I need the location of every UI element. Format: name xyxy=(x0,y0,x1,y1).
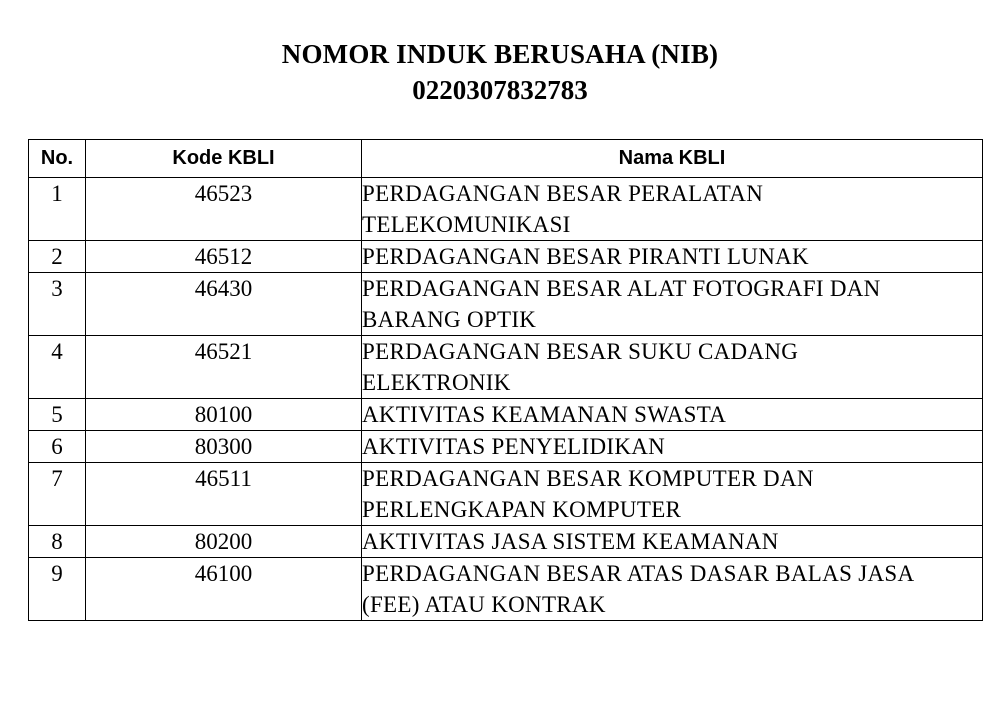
nama-kbli-cell xyxy=(362,558,983,621)
nama-kbli-line: PERDAGANGAN BESAR PERALATAN xyxy=(362,181,764,206)
table-row xyxy=(29,399,983,431)
kbli-table xyxy=(28,139,983,621)
nama-kbli-line: PERDAGANGAN BESAR KOMPUTER DAN xyxy=(362,466,814,491)
row-number-cell: 1 xyxy=(29,178,86,241)
row-number-cell: 2 xyxy=(29,241,86,273)
kode-kbli-cell: 46430 xyxy=(86,273,362,336)
nama-kbli-line: PERDAGANGAN BESAR SUKU CADANG xyxy=(362,339,799,364)
column-header-nama-kbli: Nama KBLI xyxy=(362,140,983,178)
nama-kbli-line: PERDAGANGAN BESAR ATAS DASAR BALAS JASA xyxy=(362,561,915,586)
nama-kbli-line: (FEE) ATAU KONTRAK xyxy=(362,592,606,617)
nama-kbli-cell xyxy=(362,178,983,241)
nama-kbli-cell xyxy=(362,526,983,558)
nama-kbli-cell xyxy=(362,463,983,526)
document-header xyxy=(0,36,1000,108)
nama-kbli-line: TELEKOMUNIKASI xyxy=(362,212,571,237)
row-number-cell: 8 xyxy=(29,526,86,558)
nama-kbli-cell xyxy=(362,273,983,336)
column-header-kode-kbli: Kode KBLI xyxy=(86,140,362,178)
kode-kbli-cell: 46100 xyxy=(86,558,362,621)
nama-kbli-line: AKTIVITAS KEAMANAN SWASTA xyxy=(362,402,727,427)
nama-kbli-line: AKTIVITAS JASA SISTEM KEAMANAN xyxy=(362,529,779,554)
kode-kbli-cell: 46511 xyxy=(86,463,362,526)
nama-kbli-line: ELEKTRONIK xyxy=(362,370,511,395)
page-title: NOMOR INDUK BERUSAHA (NIB) xyxy=(281,39,719,69)
nama-kbli-cell xyxy=(362,336,983,399)
table-row xyxy=(29,463,983,526)
nama-kbli-cell xyxy=(362,241,983,273)
table-row xyxy=(29,431,983,463)
table-row xyxy=(29,526,983,558)
row-number-cell: 6 xyxy=(29,431,86,463)
table-row xyxy=(29,178,983,241)
table-body xyxy=(29,178,983,621)
row-number-cell: 4 xyxy=(29,336,86,399)
nama-kbli-line: BARANG OPTIK xyxy=(362,307,537,332)
nama-kbli-line: PERDAGANGAN BESAR PIRANTI LUNAK xyxy=(362,244,809,269)
kode-kbli-cell: 46521 xyxy=(86,336,362,399)
table-row xyxy=(29,336,983,399)
nama-kbli-cell xyxy=(362,431,983,463)
column-header-no: No. xyxy=(29,140,86,178)
kode-kbli-cell: 80200 xyxy=(86,526,362,558)
nib-number: 0220307832783 xyxy=(412,75,588,105)
row-number-cell: 3 xyxy=(29,273,86,336)
row-number-cell: 5 xyxy=(29,399,86,431)
kode-kbli-cell: 80100 xyxy=(86,399,362,431)
kode-kbli-cell: 46523 xyxy=(86,178,362,241)
kode-kbli-cell: 80300 xyxy=(86,431,362,463)
nama-kbli-line: PERDAGANGAN BESAR ALAT FOTOGRAFI DAN xyxy=(362,276,881,301)
row-number-cell: 9 xyxy=(29,558,86,621)
table-row xyxy=(29,558,983,621)
row-number-cell: 7 xyxy=(29,463,86,526)
kode-kbli-cell: 46512 xyxy=(86,241,362,273)
table-row xyxy=(29,241,983,273)
table-header-row xyxy=(29,140,983,178)
nama-kbli-line: PERLENGKAPAN KOMPUTER xyxy=(362,497,682,522)
nama-kbli-cell xyxy=(362,399,983,431)
nama-kbli-line: AKTIVITAS PENYELIDIKAN xyxy=(362,434,666,459)
table-row xyxy=(29,273,983,336)
